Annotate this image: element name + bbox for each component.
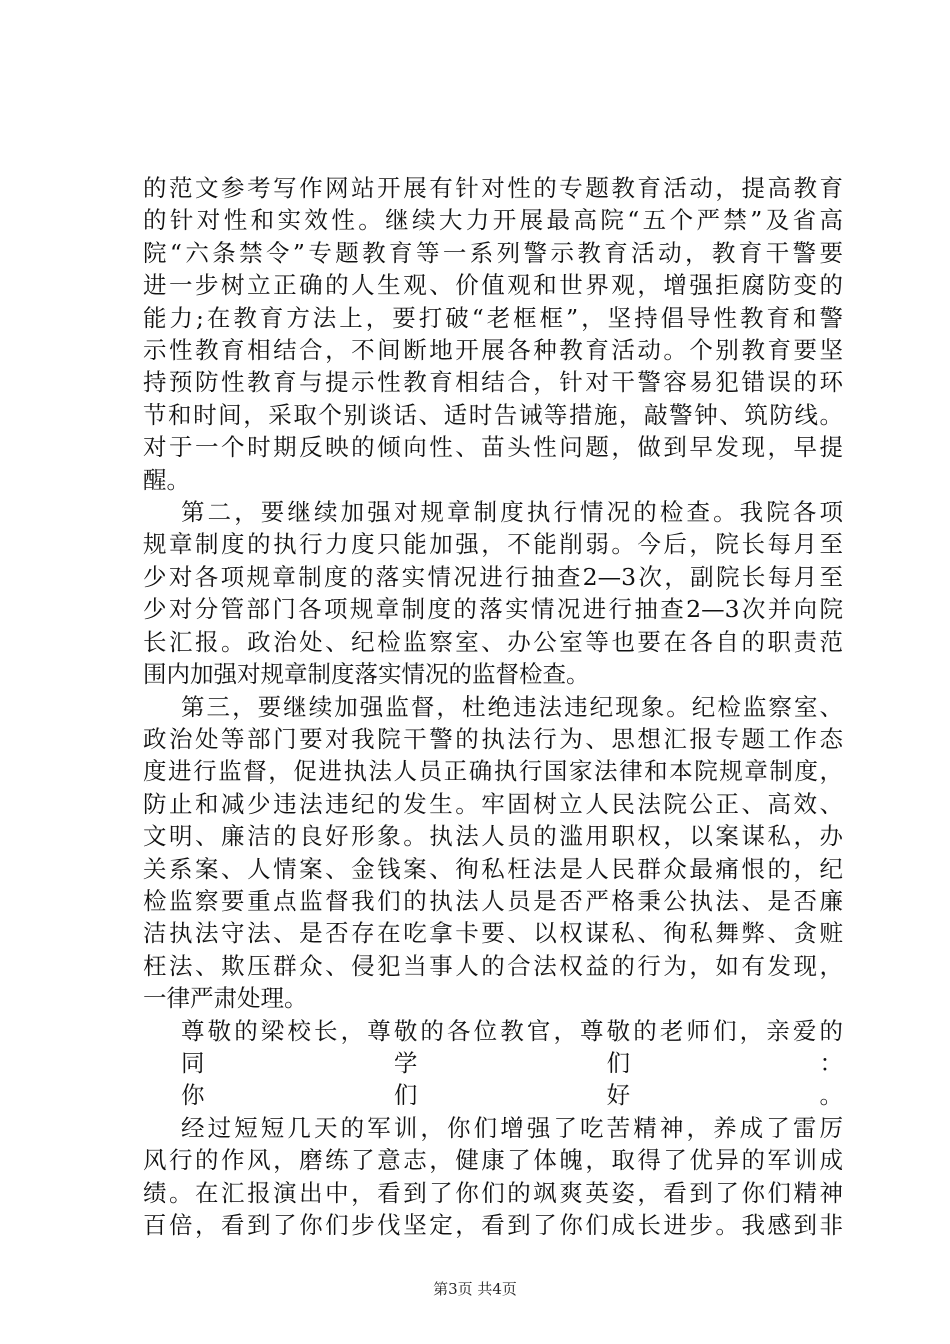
text-line: 持预防性教育与提示性教育相结合，针对干警容易犯错误的环	[143, 368, 843, 397]
text-line: 政治处等部门要对我院干警的执法行为、思想汇报专题工作态	[143, 724, 843, 753]
text-line: 醒。	[143, 465, 190, 494]
text-line: 少对分管部门各项规章制度的落实情况进行抽查2—3次并向院	[143, 595, 843, 624]
paragraph-3	[143, 691, 843, 1015]
text-line: 示性教育相结合，不间断地开展各种教育活动。个别教育要坚	[143, 336, 843, 365]
salutation-line: 尊敬的梁校长，尊敬的各位教官，尊敬的老师们，亲爱的	[181, 1016, 843, 1045]
text-line: 经过短短几天的军训，你们增强了吃苦精神，养成了雷厉	[181, 1113, 843, 1142]
page-number-footer: 第3页 共4页	[433, 1280, 517, 1298]
text-line: 长汇报。政治处、纪检监察室、办公室等也要在各自的职责范	[143, 627, 843, 656]
text-line: 院“六条禁令”专题教育等一系列警示教育活动，教育干警要	[143, 238, 843, 267]
text-line: 规章制度的执行力度只能加强，不能削弱。今后，院长每月至	[143, 530, 843, 559]
paragraph-4	[143, 1112, 843, 1242]
text-line: 关系案、人情案、金钱案、徇私枉法是人民群众最痛恨的，纪	[143, 854, 843, 883]
text-line: 防止和减少违法违纪的发生。牢固树立人民法院公正、高效、	[143, 789, 843, 818]
text-line: 能力;在教育方法上，要打破“老框框”，坚持倡导性教育和警	[143, 303, 843, 332]
text-line: 枉法、欺压群众、侵犯当事人的合法权益的行为，如有发现，	[143, 951, 843, 980]
text-line: 对于一个时期反映的倾向性、苗头性问题，做到早发现，早提	[143, 433, 843, 462]
greeting-line: 你们好。	[181, 1081, 843, 1110]
text-line: 文明、廉洁的良好形象。执法人员的滥用职权，以案谋私，办	[143, 822, 843, 851]
salutation	[143, 1015, 843, 1112]
text-line: 检监察要重点监督我们的执法人员是否严格秉公执法、是否廉	[143, 886, 843, 915]
text-line: 洁执法守法、是否存在吃拿卡要、以权谋私、徇私舞弊、贪赃	[143, 919, 843, 948]
text-line: 的范文参考写作网站开展有针对性的专题教育活动，提高教育	[143, 174, 843, 202]
text-line: 围内加强对规章制度落实情况的监督检查。	[143, 660, 590, 689]
text-line: 百倍，看到了你们步伐坚定，看到了你们成长进步。我感到非	[143, 1211, 843, 1239]
text-line: 的针对性和实效性。继续大力开展最高院“五个严禁”及省高	[143, 206, 843, 235]
paragraph-2	[143, 496, 843, 690]
text-line: 风行的作风，磨练了意志，健康了体魄，取得了优异的军训成	[143, 1146, 843, 1175]
paragraph-1	[143, 172, 843, 496]
text-line: 少对各项规章制度的落实情况进行抽查2—3次，副院长每月至	[143, 562, 843, 591]
text-line: 一律严肃处理。	[143, 984, 308, 1013]
text-line: 第三，要继续加强监督，杜绝违法违纪现象。纪检监察室、	[181, 692, 843, 721]
text-line: 进一步树立正确的人生观、价值观和世界观，增强拒腐防变的	[143, 271, 843, 300]
salutation-line: 同学们：	[181, 1048, 843, 1077]
text-line: 度进行监督，促进执法人员正确执行国家法律和本院规章制度，	[143, 757, 843, 786]
text-line: 绩。在汇报演出中，看到了你们的飒爽英姿，看到了你们精神	[143, 1178, 843, 1207]
document-body	[143, 172, 843, 1241]
text-line: 节和时间，采取个别谈话、适时告诫等措施，敲警钟、筑防线。	[143, 400, 843, 429]
text-line: 第二，要继续加强对规章制度执行情况的检查。我院各项	[181, 498, 843, 527]
